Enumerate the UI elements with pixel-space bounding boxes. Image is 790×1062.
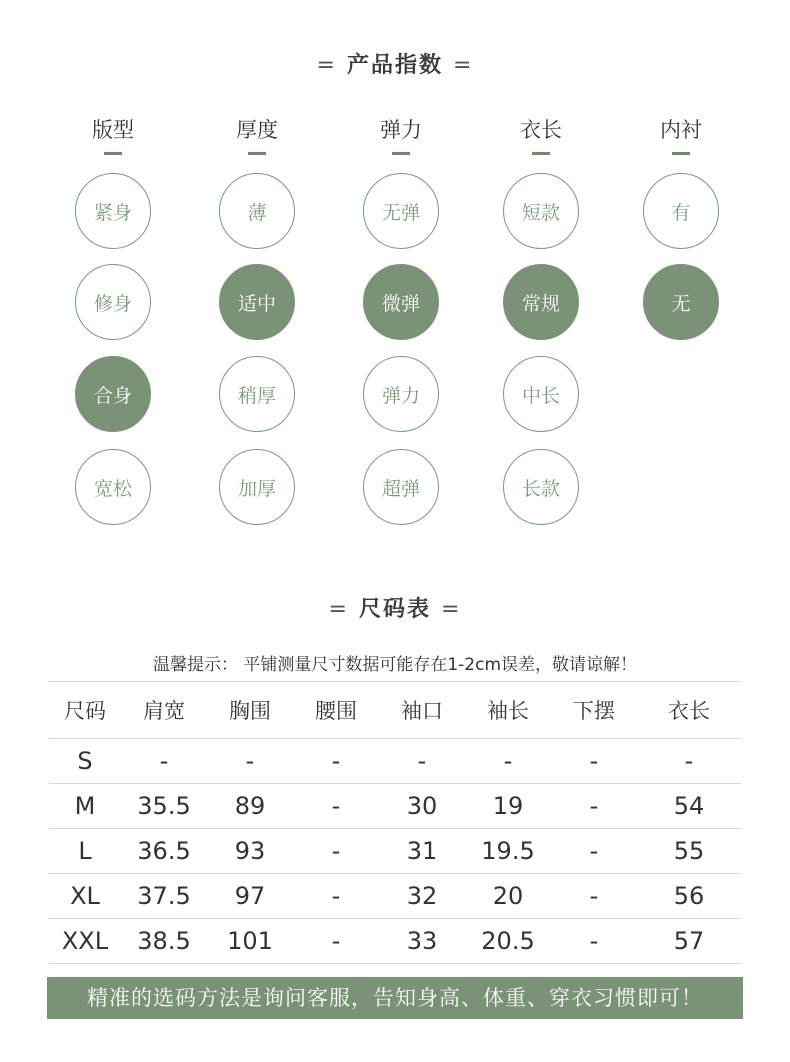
index-column-label: 版型 <box>92 118 134 142</box>
index-option-selected: 适中 <box>219 264 295 340</box>
size-value-cell: - <box>551 919 637 964</box>
index-column-header <box>626 115 736 155</box>
index-column-header <box>202 115 312 155</box>
size-value-cell: - <box>293 829 379 874</box>
size-value-cell: 97 <box>207 874 293 919</box>
index-option: 短款 <box>503 173 579 249</box>
size-table-header-cell: 尺码 <box>49 682 121 739</box>
size-value-cell: 33 <box>379 919 465 964</box>
size-value-cell: - <box>637 739 741 784</box>
size-value-cell: 54 <box>637 784 741 829</box>
size-value-cell: 30 <box>379 784 465 829</box>
index-option: 稍厚 <box>219 356 295 432</box>
size-value-cell: 32 <box>379 874 465 919</box>
size-label-cell: M <box>49 784 121 829</box>
size-value-cell: 35.5 <box>121 784 207 829</box>
size-value-cell: - <box>121 739 207 784</box>
title-decoration-right: = <box>453 53 474 78</box>
size-value-cell: - <box>293 919 379 964</box>
index-column-header <box>346 115 456 155</box>
size-value-cell: 20.5 <box>465 919 551 964</box>
index-option: 无弹 <box>363 173 439 249</box>
index-option-selected: 无 <box>643 264 719 340</box>
size-table-header-cell: 袖口 <box>379 682 465 739</box>
index-column-header <box>486 115 596 155</box>
size-value-cell: - <box>379 739 465 784</box>
size-label-cell: S <box>49 739 121 784</box>
size-value-cell: 19.5 <box>465 829 551 874</box>
index-option-selected: 常规 <box>503 264 579 340</box>
size-value-cell: - <box>551 829 637 874</box>
size-label-cell: XXL <box>49 919 121 964</box>
size-table-header-cell: 胸围 <box>207 682 293 739</box>
size-table <box>49 681 741 964</box>
size-value-cell: 37.5 <box>121 874 207 919</box>
index-option: 长款 <box>503 449 579 525</box>
table-row <box>49 784 741 829</box>
size-chart-title-text: 尺码表 <box>358 597 431 622</box>
index-column-label: 厚度 <box>236 118 278 142</box>
index-option: 有 <box>643 173 719 249</box>
title-decoration-left: = <box>328 597 349 622</box>
index-option: 弹力 <box>363 356 439 432</box>
size-table-header <box>49 682 741 739</box>
size-value-cell: 55 <box>637 829 741 874</box>
footer-banner: 精准的选码方法是询问客服，告知身高、体重、穿衣习惯即可！ <box>47 977 743 1019</box>
index-column-label: 衣长 <box>520 118 562 142</box>
index-option-selected: 微弹 <box>363 264 439 340</box>
header-underline <box>104 152 122 155</box>
header-underline <box>392 152 410 155</box>
size-table-header-cell: 腰围 <box>293 682 379 739</box>
index-option: 宽松 <box>75 449 151 525</box>
size-value-cell: 93 <box>207 829 293 874</box>
size-value-cell: - <box>293 784 379 829</box>
header-underline <box>532 152 550 155</box>
size-value-cell: - <box>551 739 637 784</box>
size-value-cell: 36.5 <box>121 829 207 874</box>
size-label-cell: XL <box>49 874 121 919</box>
index-option: 薄 <box>219 173 295 249</box>
size-chart-title <box>0 592 790 623</box>
header-underline <box>248 152 266 155</box>
size-value-cell: - <box>207 739 293 784</box>
product-index-title <box>0 48 790 79</box>
size-value-cell: 31 <box>379 829 465 874</box>
size-table-header-cell: 衣长 <box>637 682 741 739</box>
size-table-header-cell: 肩宽 <box>121 682 207 739</box>
table-row <box>49 739 741 784</box>
index-option: 修身 <box>75 264 151 340</box>
size-value-cell: - <box>293 874 379 919</box>
size-value-cell: 56 <box>637 874 741 919</box>
size-table-header-cell: 下摆 <box>551 682 637 739</box>
size-value-cell: 89 <box>207 784 293 829</box>
index-option: 中长 <box>503 356 579 432</box>
index-column-label: 内衬 <box>660 118 702 142</box>
size-value-cell: - <box>293 739 379 784</box>
size-value-cell: - <box>551 874 637 919</box>
measurement-tip: 温馨提示： 平铺测量尺寸数据可能存在1-2cm误差，敬请谅解！ <box>152 655 638 675</box>
size-value-cell: 20 <box>465 874 551 919</box>
size-value-cell: 57 <box>637 919 741 964</box>
title-decoration-left: = <box>316 53 337 78</box>
title-decoration-right: = <box>441 597 462 622</box>
size-value-cell: 19 <box>465 784 551 829</box>
index-option: 超弹 <box>363 449 439 525</box>
size-value-cell: - <box>465 739 551 784</box>
index-option: 紧身 <box>75 173 151 249</box>
size-table-header-cell: 袖长 <box>465 682 551 739</box>
index-column-label: 弹力 <box>380 118 422 142</box>
index-option: 加厚 <box>219 449 295 525</box>
size-value-cell: 101 <box>207 919 293 964</box>
index-column-header <box>58 115 168 155</box>
table-row <box>49 919 741 964</box>
table-row <box>49 874 741 919</box>
header-underline <box>672 152 690 155</box>
size-value-cell: 38.5 <box>121 919 207 964</box>
index-option-selected: 合身 <box>75 356 151 432</box>
product-index-title-text: 产品指数 <box>346 53 443 78</box>
table-row <box>49 829 741 874</box>
size-label-cell: L <box>49 829 121 874</box>
size-value-cell: - <box>551 784 637 829</box>
